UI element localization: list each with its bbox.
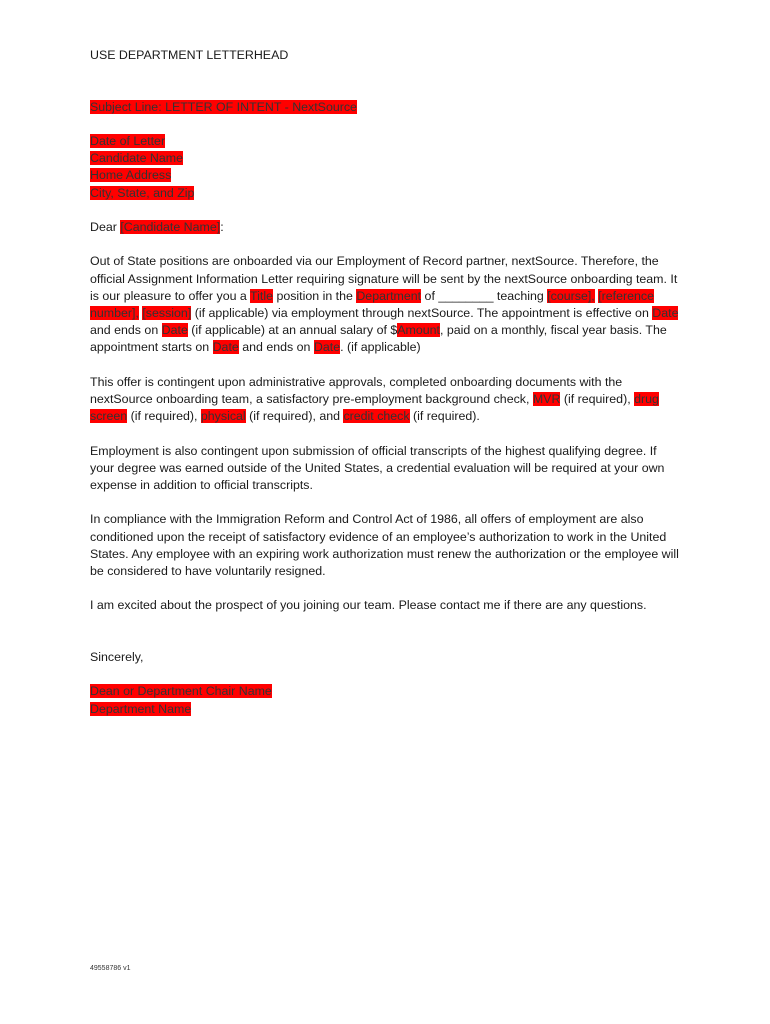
para1-text: (if applicable) at an annual salary of $	[187, 323, 398, 338]
closing-paragraph: I am excited about the prospect of you joining our team. Please contact me if there are any questions.	[90, 598, 647, 613]
para1-text: and ends on	[90, 323, 162, 338]
end-date-field: Date	[161, 323, 188, 338]
greeting-prefix: Dear	[90, 219, 121, 234]
transcripts-paragraph: Employment is also contingent upon submission of official transcripts of the highest qualifying degree. If your degree was earned outside of the United States, a credential evaluation will be required at your own expense in addition to official transcripts.	[90, 443, 665, 492]
para2-text: (if required).	[409, 409, 480, 424]
immigration-paragraph: In compliance with the Immigration Reform and Control Act of 1986, all offers of employment are also conditioned upon the receipt of satisfactory evidence of an employee’s authorization to work in the United States. Any employee with an expiring work authorization must renew the authorization or the employee will be considered to have voluntarily resigned.	[90, 512, 679, 578]
para1-text: (if applicable) via employment through nextSource. The appointment is effective on	[191, 305, 653, 320]
subject-line	[90, 99, 682, 116]
address-block	[90, 133, 682, 202]
para1-text: , paid on a monthly, fiscal year basis. The appointment starts on	[90, 323, 667, 355]
greeting	[90, 219, 682, 236]
letterhead-placeholder: USE DEPARTMENT LETTERHEAD	[90, 48, 289, 62]
reference-number-field: [reference number],	[90, 288, 654, 320]
start-date-field: Date	[212, 340, 239, 355]
signature-block	[90, 683, 682, 717]
para1-text: and ends on	[238, 340, 314, 355]
course-field: [course],	[547, 288, 595, 303]
para1-text: position in the	[273, 288, 357, 303]
signer-name: Dean or Department Chair Name	[90, 684, 272, 699]
physical-field: physical	[200, 409, 246, 424]
para2-text: (if required),	[560, 391, 635, 406]
para2-text: (if required),	[127, 409, 201, 424]
para1-text: Out of State positions are onboarded via our Employment of Record partner, nextSource. Therefore, the official Assignment Information Letter requiring signature will be sent by the nextSource onboarding team. It is our pleasure to offer you a	[90, 254, 678, 303]
session-field: [session]	[142, 305, 192, 320]
contingency-paragraph	[90, 374, 682, 426]
department-field: Department	[356, 288, 422, 303]
document-id-footer: 49558786 v1	[90, 965, 131, 972]
greeting-name: [Candidate Name]	[120, 219, 221, 234]
home-address: Home Address	[90, 168, 172, 183]
para1-text: . (if applicable)	[340, 340, 421, 355]
subject-line-text: Subject Line: LETTER OF INTENT - NextSource	[90, 99, 357, 114]
offer-paragraph	[90, 253, 682, 356]
candidate-name: Candidate Name	[90, 151, 183, 166]
para2-text: This offer is contingent upon administrative approvals, completed onboarding documents with the nextSource onboarding team, a satisfactory pre-employment background check,	[90, 374, 623, 406]
para1-text: of ________ teaching	[421, 288, 548, 303]
para2-text: (if required), and	[245, 409, 344, 424]
credit-check-field: credit check	[343, 409, 410, 424]
mvr-field: MVR	[532, 391, 561, 406]
city-state-zip: City, State, and Zip	[90, 185, 195, 200]
signer-department: Department Name	[90, 701, 192, 716]
final-end-date-field: Date	[313, 340, 341, 355]
effective-date-field: Date	[652, 305, 679, 320]
greeting-suffix: :	[220, 219, 224, 234]
letter-body	[90, 47, 682, 735]
sign-off: Sincerely,	[90, 649, 144, 664]
salary-amount-field: Amount	[397, 323, 440, 338]
title-field: Title	[250, 288, 273, 303]
drug-screen-field: drug screen	[90, 391, 659, 424]
date-of-letter: Date of Letter	[90, 133, 166, 148]
